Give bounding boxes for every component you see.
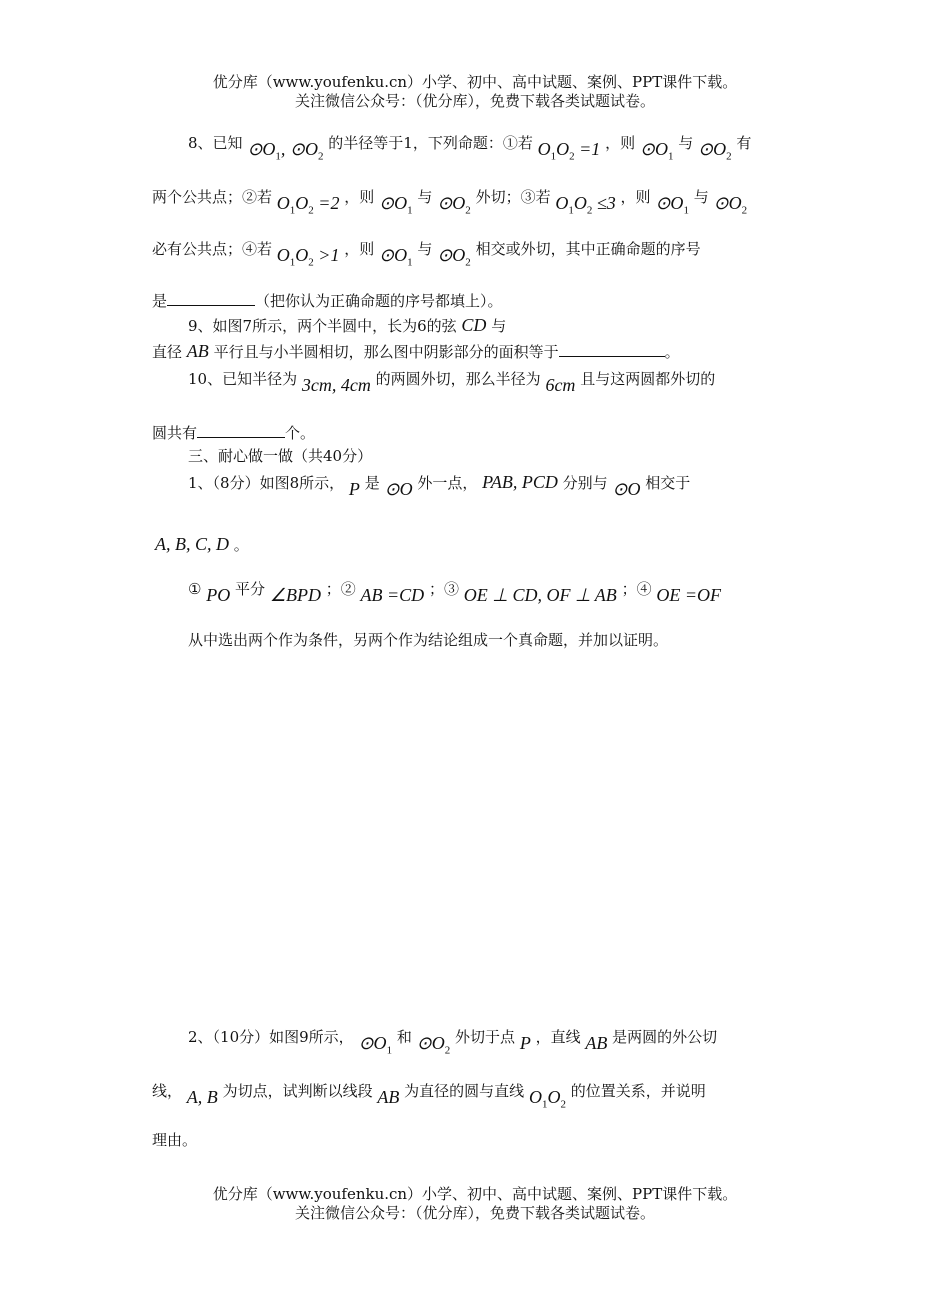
math-circles-o1-o2: $⊙O_1$, $⊙O_2$	[247, 139, 324, 163]
math-circle-o2: $⊙O_2$	[698, 139, 732, 163]
math-6cm: 6cm	[545, 375, 576, 395]
math-ab: AB	[585, 1033, 608, 1053]
math-o1o2-le-3: $O_1O_2 \le 3$	[555, 193, 616, 217]
math-a-b: A, B	[186, 1087, 218, 1107]
math-circle-o1: $⊙O_1$	[639, 139, 674, 163]
answer-blank-q8[interactable]	[167, 289, 255, 306]
q8-line-1: 8、已知 $⊙O_1$, $⊙O_2$ 的半径等于1，下列命题：①若 $O_1O_2 =1$ ，则 $⊙O_1$ 与 $⊙O_2$ 有	[188, 134, 752, 163]
q10-line-1: 10、已知半径为 3cm, 4cm 的两圆外切，那么半径为 6cm 且与这两圆都外切的	[188, 370, 716, 395]
p2-line-1: 2、（10分）如图9所示， $⊙O_1$ 和 $⊙O_2$ 外切于点 P ，直线 AB 是两圆的外公切	[188, 1028, 718, 1057]
math-3cm-4cm: 3cm, 4cm	[301, 375, 371, 395]
p1-line-1: 1、（8分）如图8所示， P 是 ⊙O 外一点， PAB, PCD 分别与 ⊙O 相交于	[188, 472, 691, 499]
math-ab-eq-cd: AB =CD	[360, 585, 425, 605]
q8-line-4: 是 （把你认为正确命题的序号都填上）。	[152, 289, 503, 311]
footer-line-2: 关注微信公众号：（优分库），免费下载各类试题试卷。	[294, 1204, 655, 1222]
p2-line-3: 理由。	[152, 1131, 198, 1149]
math-circle-o1: $⊙O_1$	[358, 1033, 393, 1057]
q9-line-1: 9、如图7所示，两个半圆中，长为6的弦 CD 与	[188, 315, 507, 335]
header-line-2: 关注微信公众号：（优分库），免费下载各类试题试卷。	[294, 92, 655, 110]
math-o1o2: $O_1O_2$	[528, 1087, 566, 1111]
q9-line-2: 直径 AB 平行且与小半圆相切，那么图中阴影部分的面积等于 。	[152, 341, 680, 361]
footer-line-1: 优分库（www.youfenku.cn）小学、初中、高中试题、案例、PPT课件下载。	[212, 1185, 738, 1203]
math-angle-bpd: ∠BPD	[269, 585, 321, 605]
math-circle-o2: $⊙O_2$	[416, 1033, 451, 1057]
math-p: P	[519, 1033, 531, 1053]
section-3-title: 三、耐心做一做（共40分）	[188, 447, 373, 465]
math-perp: OE ⊥ CD, OF ⊥ AB	[463, 585, 617, 605]
math-p: P	[348, 479, 360, 499]
q10-line-2: 圆共有 个。	[152, 421, 315, 443]
math-po: PO	[206, 585, 231, 605]
answer-blank-q9[interactable]	[559, 340, 665, 357]
p2-line-2: 线， A, B 为切点，试判断以线段 AB 为直径的圆与直线 $O_1O_2$ 的位置关系，并说明	[152, 1082, 706, 1111]
math-ab: AB	[186, 341, 209, 361]
p1-line-3: ① PO 平分 ∠BPD ；② AB =CD ；③ OE ⊥ CD, OF ⊥ AB ；④ OE =OF	[188, 580, 722, 605]
q8-line-2: 两个公共点；②若 $O_1O_2 =2$ ，则 $⊙O_1$ 与 $⊙O_2$ 外切；③若 $O_1O_2 \le 3$ ，则 $⊙O_1$ 与 $⊙O_2$	[152, 188, 748, 217]
p1-line-4: 从中选出两个作为条件，另两个作为结论组成一个真命题，并加以证明。	[188, 631, 669, 649]
answer-blank-q10[interactable]	[197, 421, 285, 438]
header-line-1: 优分库（www.youfenku.cn）小学、初中、高中试题、案例、PPT课件下载。	[212, 73, 738, 91]
math-o1o2-eq-1: $O_1O_2 =1$	[537, 139, 601, 163]
math-abcd: A, B, C, D	[155, 534, 229, 554]
math-oe-eq-of: OE =OF	[656, 585, 722, 605]
q8-line-3: 必有公共点；④若 $O_1O_2 >1$ ，则 $⊙O_1$ 与 $⊙O_2$ 相交或外切，其中正确命题的序号	[152, 240, 701, 269]
math-pab-pcd: PAB, PCD	[482, 472, 558, 492]
math-circle-o: ⊙O	[384, 479, 413, 499]
math-o1o2-eq-2: $O_1O_2 =2$	[276, 193, 340, 217]
math-o1o2-gt-1: $O_1O_2 >1$	[276, 245, 340, 269]
p1-line-2: A, B, C, D 。	[155, 534, 249, 554]
math-cd: CD	[461, 315, 487, 335]
